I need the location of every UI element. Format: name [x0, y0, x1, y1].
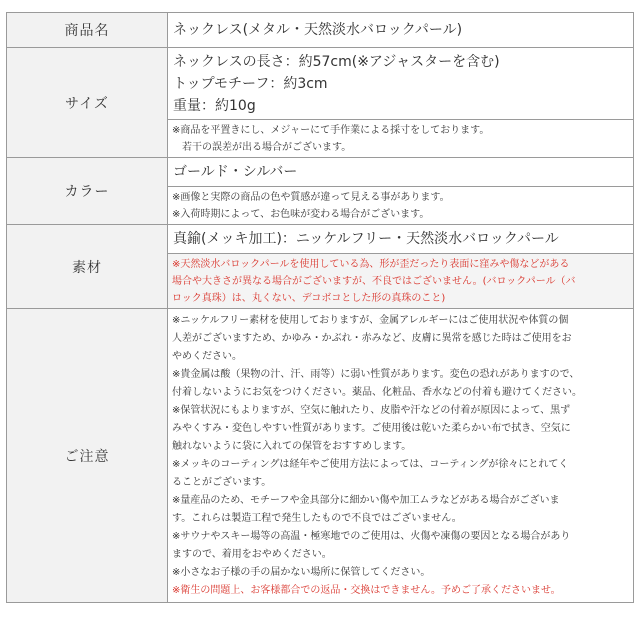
size-line-motif: トップモチーフ：約3cm [173, 76, 328, 92]
product-name-value: ネックレス(メタル・天然淡水バロックパール) [173, 22, 463, 38]
label-caution: ご注意 [7, 309, 168, 603]
caution-line: ※量産品のため、モチーフや金具部分に細かい傷や加工ムラなどがある場合がございま [172, 495, 560, 506]
size-note-line: 若干の誤差が出る場合がございます。 [172, 142, 352, 153]
row-caution [7, 309, 634, 603]
row-product-name [7, 13, 634, 48]
caution-return-policy-warning: ※衛生の問題上、お客様都合での返品・交換はできません。予めご了承くださいませ。 [172, 585, 561, 596]
row-color [7, 158, 634, 225]
caution-line: 付着しないようにお気をつけください。薬品、化粧品、香水などの付着も避けてください。 [172, 387, 582, 398]
value-cell-size [168, 48, 634, 158]
material-note-line: ※天然淡水バロックパールを使用している為、形が歪だったり表面に窪みや傷などがある [172, 259, 570, 270]
label-product-name: 商品名 [7, 13, 168, 48]
material-value: 真鍮(メッキ加工)：ニッケルフリー・天然淡水バロックパール [173, 231, 559, 247]
color-value: ゴールド・シルバー [173, 164, 298, 180]
material-note-line: 場合や大きさが異なる場合がございますが、不良ではございません。(バロックパール（バ [172, 276, 576, 287]
row-material [7, 225, 634, 309]
color-note-line: ※入荷時期によって、お色味が変わる場合がございます。 [172, 209, 430, 220]
caution-line: ※保管状況にもよりますが、空気に触れたり、皮脂や汗などの付着が原因によって、黒ず [172, 405, 571, 416]
caution-notes [168, 309, 633, 602]
row-size [7, 48, 634, 158]
value-cell-color [168, 158, 634, 225]
caution-line: ますので、着用をおやめください。 [172, 549, 332, 560]
caution-line: す。これらは製造工程で発生したもので不良ではございません。 [172, 513, 462, 524]
value-cell-caution [168, 309, 634, 603]
value-cell-material [168, 225, 634, 309]
label-size: サイズ [7, 48, 168, 158]
material-note-line: ロック真珠）は、丸くない、デコボコとした形の真珠のこと) [172, 293, 446, 304]
caution-line: 人差がございますため、かゆみ・かぶれ・赤みなど、皮膚に異常を感じた時はご使用をお [172, 333, 572, 344]
caution-line: ※貴金属は酸（果物の汁、汗、雨等）に弱い性質があります。変色の恐れがありますので、 [172, 369, 580, 380]
size-note [168, 119, 633, 157]
color-note [168, 186, 633, 224]
caution-line: やめください。 [172, 351, 242, 362]
caution-line: ※ニッケルフリー素材を使用しておりますが、金属アレルギーにはご使用状況や体質の個 [172, 315, 569, 326]
label-material: 素材 [7, 225, 168, 309]
value-cell-product-name [168, 13, 634, 48]
caution-line: ※小さなお子様の手の届かない場所に保管してください。 [172, 567, 431, 578]
color-note-line: ※画像と実際の商品の色や質感が違って見える事があります。 [172, 192, 450, 203]
product-spec-table [6, 12, 634, 603]
caution-line: ※サウナやスキー場等の高温・極寒地でのご使用は、火傷や凍傷の要因となる場合があり [172, 531, 571, 542]
size-note-line: ※商品を平置きにし、メジャーにて手作業による採寸をしております。 [172, 125, 490, 136]
caution-line: ※メッキのコーティングは経年やご使用方法によっては、コーティングが徐々にとれてく [172, 459, 569, 470]
material-warning-note [168, 253, 633, 308]
size-line-weight: 重量：約10g [173, 98, 256, 114]
caution-line: 触れないように袋に入れての保管をおすすめします。 [172, 441, 412, 452]
caution-line: みやくすみ・変色しやすい性質があります。ご使用後は乾いた柔らかい布で拭き、空気に [172, 423, 571, 434]
caution-line: ることがございます。 [172, 477, 272, 488]
size-line-length: ネックレスの長さ：約57cm(※アジャスターを含む) [173, 54, 500, 70]
label-color: カラー [7, 158, 168, 225]
